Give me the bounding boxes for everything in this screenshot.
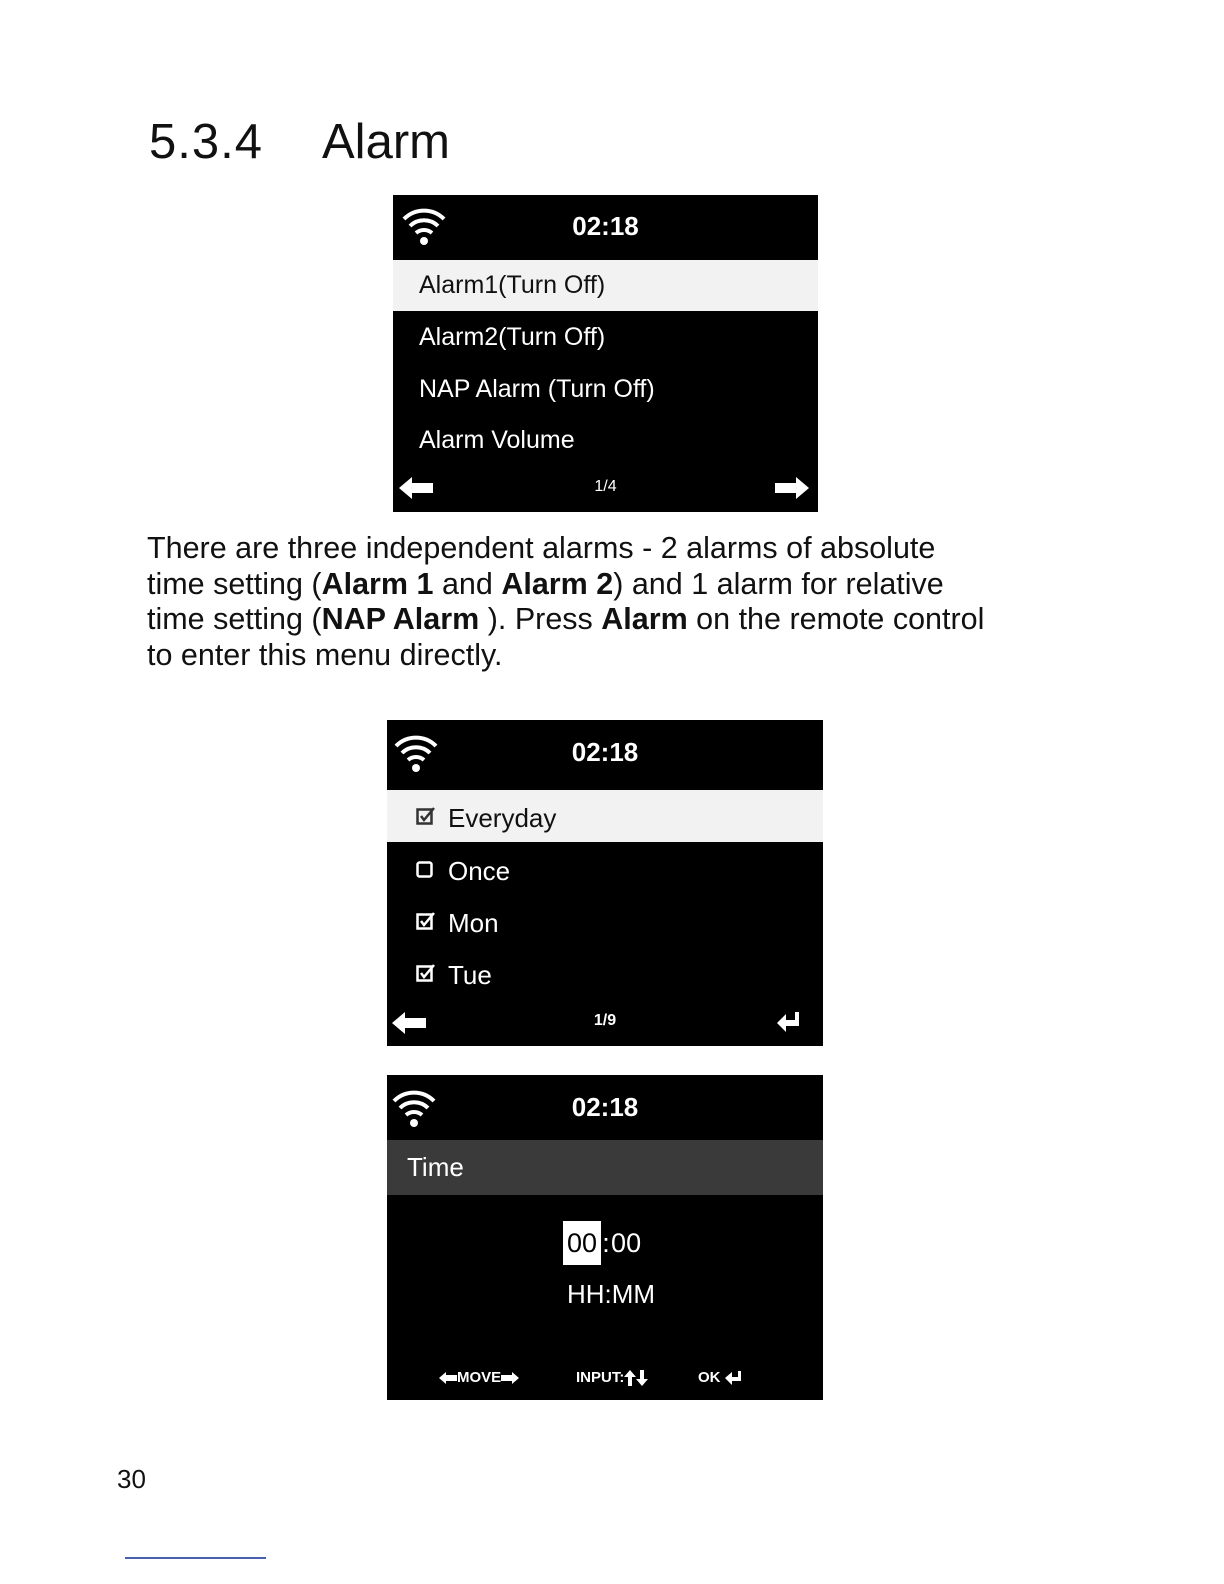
checkbox-unchecked-icon[interactable] (416, 859, 436, 879)
status-bar (387, 1075, 823, 1140)
repeat-screen (387, 720, 823, 1046)
hint-move-label: MOVE (457, 1369, 502, 1386)
text: to enter this menu directly. (147, 637, 503, 672)
minutes-field[interactable]: 00 (611, 1228, 642, 1258)
section-number: 5.3.4 (149, 115, 263, 169)
checkbox-row-once[interactable] (387, 843, 823, 895)
checkbox-row-everyday[interactable] (387, 790, 823, 842)
description-line-3 (147, 602, 1107, 638)
description-line-1 (147, 531, 1107, 567)
page-indicator: 1/9 (593, 1012, 617, 1029)
hint-ok-label: OK (698, 1369, 721, 1386)
alarm-menu-screen (393, 195, 818, 512)
checkbox-label: Tue (448, 960, 492, 991)
clock: 02:18 (571, 1092, 639, 1122)
bold-alarm: Alarm (601, 602, 688, 636)
menu-item-alarm1[interactable]: Alarm1(Turn Off) (393, 260, 818, 311)
description-line-2 (147, 567, 1107, 603)
status-bar (387, 720, 823, 785)
hint-input (576, 1368, 648, 1388)
time-format-label: HH:MM (567, 1279, 656, 1309)
checkbox-label: Mon (448, 908, 499, 939)
description-line-4 (147, 638, 1107, 674)
time-separator: : (602, 1228, 610, 1258)
text: time setting ( (147, 602, 322, 636)
text: time setting ( (147, 566, 322, 601)
time-header: Time (387, 1140, 823, 1195)
hint-input-label: INPUT: (576, 1369, 625, 1386)
enter-icon (725, 1371, 741, 1385)
page-indicator: 1/4 (594, 478, 617, 495)
enter-icon[interactable] (777, 1012, 799, 1032)
clock: 02:18 (572, 211, 639, 241)
section-title: Alarm (322, 115, 450, 169)
status-bar (393, 195, 818, 257)
arrow-left-icon (439, 1372, 457, 1384)
checkbox-checked-icon[interactable] (416, 806, 436, 826)
time-input[interactable] (563, 1221, 641, 1265)
text: There are three independent alarms - 2 alarms of absolute (147, 531, 936, 565)
time-entry-screen (387, 1075, 823, 1400)
bold-nap-alarm: NAP Alarm (321, 602, 480, 636)
hours-field[interactable]: 00 (563, 1221, 601, 1265)
menu-item-alarm2[interactable]: Alarm2(Turn Off) (419, 323, 606, 351)
hint-ok (698, 1368, 741, 1388)
text: and (433, 566, 502, 601)
bold-alarm2: Alarm 2 (501, 566, 614, 601)
arrow-right-icon (501, 1372, 519, 1384)
checkbox-label: Everyday (448, 803, 557, 834)
checkbox-checked-icon[interactable] (416, 963, 436, 983)
checkbox-row-mon[interactable] (387, 895, 823, 947)
description-paragraph (147, 531, 1107, 673)
checkbox-row-tue[interactable] (387, 947, 823, 999)
arrow-up-icon (624, 1370, 636, 1386)
text: ). Press (479, 602, 602, 636)
hint-move (439, 1368, 519, 1388)
checkbox-checked-icon[interactable] (416, 911, 436, 931)
text: on the remote control (687, 602, 985, 636)
checkbox-label: Once (448, 856, 511, 887)
bold-alarm1: Alarm 1 (321, 566, 434, 601)
footer-divider (125, 1557, 266, 1559)
clock: 02:18 (571, 737, 639, 767)
page-number: 30 (117, 1464, 146, 1494)
menu-item-nap-alarm[interactable]: NAP Alarm (Turn Off) (419, 375, 655, 403)
menu-item-alarm-volume[interactable]: Alarm Volume (419, 426, 575, 454)
arrow-down-icon (636, 1370, 648, 1386)
arrow-right-icon[interactable] (775, 477, 809, 499)
text: ) and 1 alarm for relative (613, 566, 944, 601)
